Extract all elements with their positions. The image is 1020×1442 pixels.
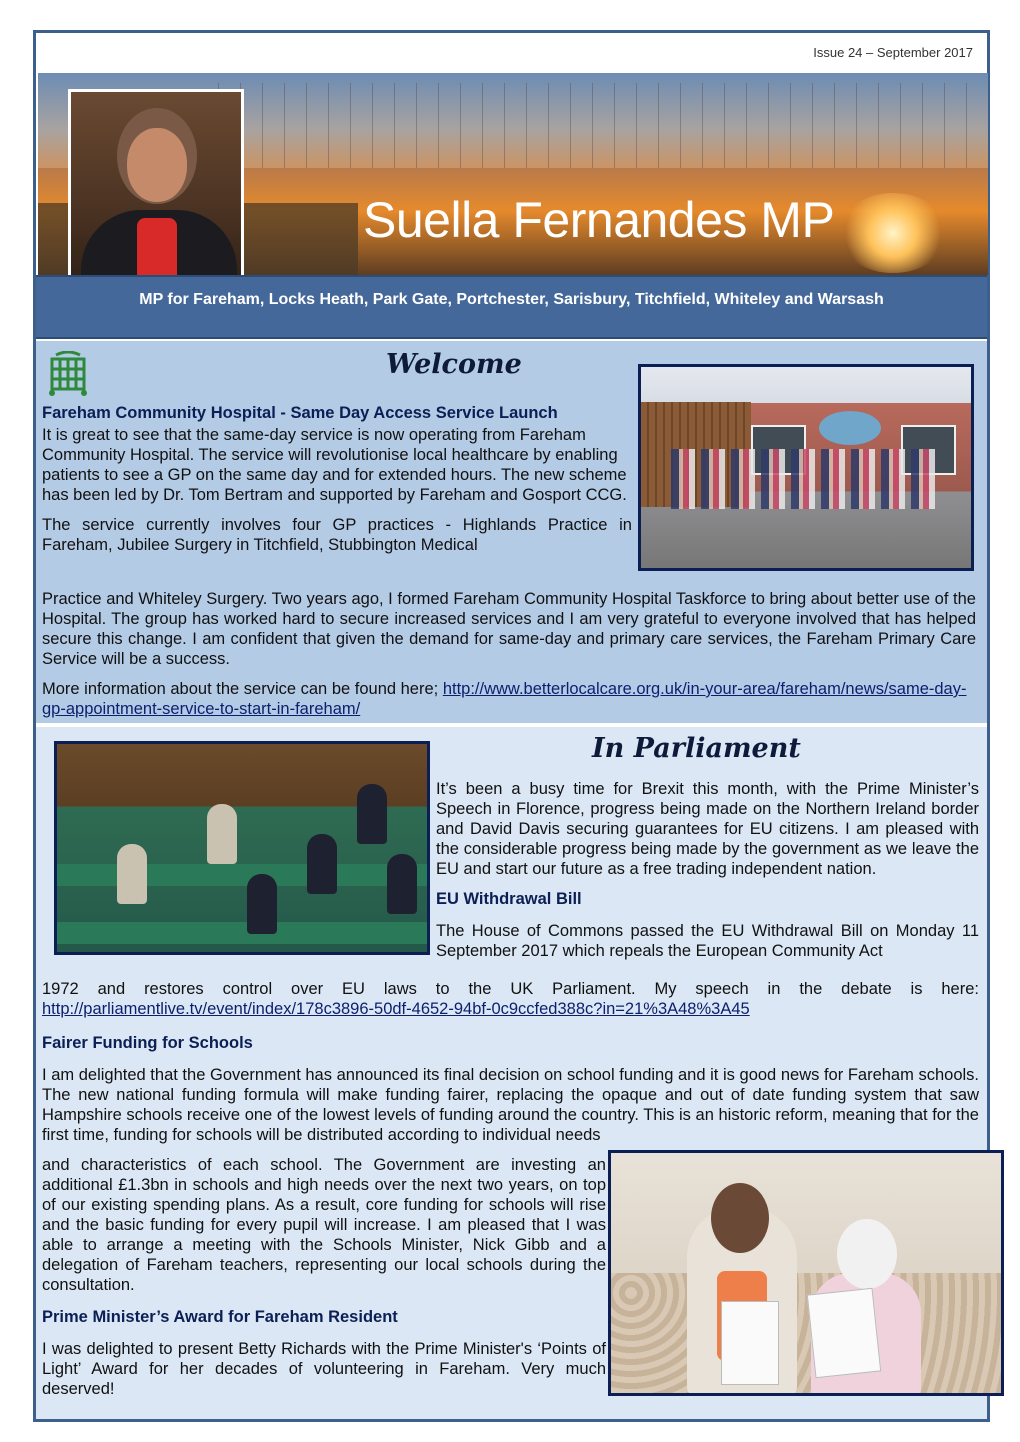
parliamentlive-link[interactable]: http://parliamentlive.tv/event/index/178c3896-50df-4652-94bf-0c9ccfed388c?in=21%3A48%3A45: [42, 1000, 750, 1018]
certificate: [721, 1301, 779, 1385]
house-of-commons-photo: [54, 741, 430, 955]
marina-masts: [218, 83, 978, 173]
parliament-title: In Parliament: [592, 733, 801, 764]
parliament-section: [36, 727, 987, 1419]
hospital-paragraph-1: It is great to see that the same-day service is now operating from Fareham Community Hospital. The service will revolutionise local healthcare by enabling patients to see a GP on the same day and for extended hours. The new scheme has been led by Dr. Tom Bertram and supported by Fareham and Gosport CCG.: [42, 426, 627, 504]
constituency-bar: [36, 275, 987, 339]
award-heading: Prime Minister’s Award for Fareham Resident: [42, 1308, 398, 1326]
welcome-title: Welcome: [386, 349, 522, 380]
letter: [807, 1288, 881, 1378]
constituency-text: MP for Fareham, Locks Heath, Park Gate, Portchester, Sarisbury, Titchfield, Whiteley and Warsash: [139, 291, 884, 308]
more-info: More information about the service can be found here; http://www.betterlocalcare.org.uk/in-your-area/fareham/news/same-day-gp-appointment-service-to-start-in-fareham/: [42, 680, 967, 718]
header-banner: [38, 73, 988, 275]
welcome-section: [36, 341, 987, 725]
schools-paragraph-b: and characteristics of each school. The Government are investing an additional £1.3bn in schools and high needs over the next two years, on top of our existing spending plans. As a result, core funding for schools will rise and the basic funding for every pupil will increase. I am pleased that I was able to arrange a meeting with the Schools Minister, Nick Gibb and a delegation of Fareham teachers, representing our local schools during the consultation.: [42, 1156, 606, 1294]
newsletter-page: [33, 30, 990, 1422]
hospital-paragraph-2b: Practice and Whiteley Surgery. Two years ago, I formed Fareham Community Hospital Taskforce to bring about better use of the Hospital. The group has worked hard to secure increased services and I am very grateful to everyone involved that has helped secure this change. I am confident that given the demand for same-day and primary care services, the Fareham Primary Care Service will be a success.: [42, 590, 976, 668]
portcullis-icon: [46, 351, 90, 397]
schools-heading: Fairer Funding for Schools: [42, 1034, 253, 1052]
eu-bill-paragraph-a: The House of Commons passed the EU Withdrawal Bill on Monday 11 September 2017 which repeals the European Community Act: [436, 922, 979, 960]
page-title: Suella Fernandes MP: [363, 192, 835, 248]
schools-paragraph-a: I am delighted that the Government has announced its final decision on school funding and it is good news for Fareham schools. The new national funding formula will make funding fairer, replacing the opaque and out of date funding system that saw Hampshire schools receive one of the lowest levels of funding around the country. This is an historic reform, meaning that for the first time, funding for schools will be distributed according to individual needs: [42, 1066, 979, 1144]
award-paragraph: I was delighted to present Betty Richards with the Prime Minister's ‘Points of Light’ Award for her decades of volunteering in Fareham. Very much deserved!: [42, 1340, 606, 1398]
brexit-paragraph: It’s been a busy time for Brexit this month, with the Prime Minister’s Speech in Florence, progress being made on the Northern Ireland border and David Davis securing guarantees for EU citizens. I am pleased with the considerable progress being made by the government as we leave the EU and start our future as a free trading independent nation.: [436, 780, 979, 878]
betterlocalcare-link[interactable]: http://www.betterlocalcare.org.uk/in-your-area/fareham/news/same-day-gp-appointment-service-to-start-in-fareham/: [42, 680, 967, 718]
sunset-glow: [838, 193, 948, 273]
staff-group: [671, 449, 941, 509]
award-presentation-photo: [608, 1150, 1004, 1396]
hospital-heading: Fareham Community Hospital - Same Day Access Service Launch: [42, 404, 558, 422]
hospital-paragraph-2a: The service currently involves four GP practices - Highlands Practice in Fareham, Jubilee Surgery in Titchfield, Stubbington Medical: [42, 516, 632, 554]
hospital-photo: [638, 364, 974, 571]
mp-portrait-photo: [68, 89, 244, 275]
eu-bill-paragraph-b: 1972 and restores control over EU laws to the UK Parliament. My speech in the debate is here: http://parliamentlive.tv/event/index/178c3896-50df-4652-94bf-0c9ccfed388c?in=21%3A48%3A45: [42, 980, 979, 1018]
eu-bill-heading: EU Withdrawal Bill: [436, 890, 582, 908]
issue-label: Issue 24 – September 2017: [813, 45, 973, 60]
